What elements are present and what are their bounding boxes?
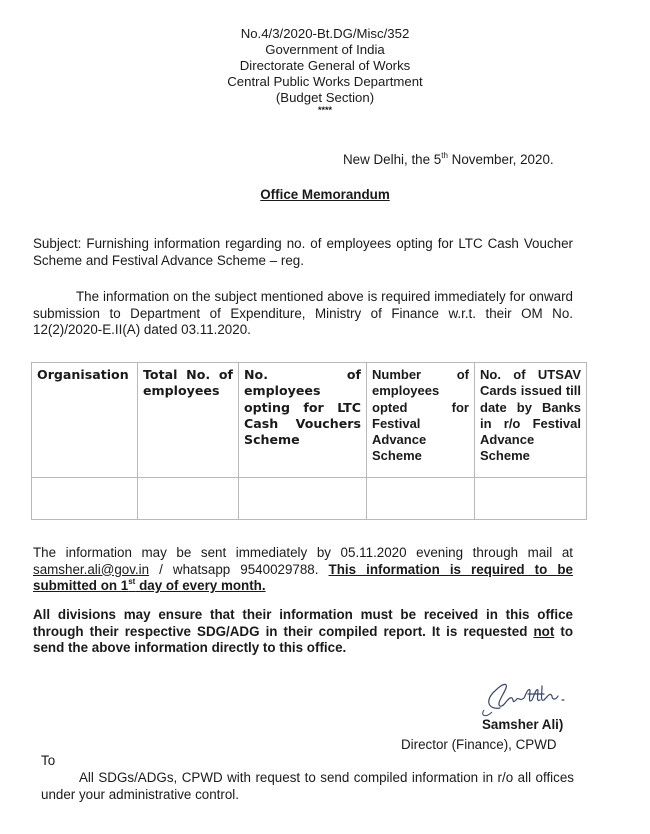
letterhead-government: Government of India <box>265 42 385 57</box>
cell-festival-advance <box>367 478 475 520</box>
instructions-text: The information may be sent immediately by 05.11.2020 evening through mail at <box>33 545 573 560</box>
divisions-instruction <box>33 607 573 657</box>
whatsapp-text: / whatsapp 9540029788. <box>149 561 329 577</box>
column-header-ltc-cash-voucher: No. of employees opting for LTC Cash Vouchers Scheme <box>239 363 367 478</box>
place-date <box>343 152 554 167</box>
divisions-not-emphasis: not <box>533 623 555 639</box>
addressee-text <box>41 770 574 803</box>
date-ordinal: th <box>441 150 448 160</box>
submission-instructions <box>33 545 573 595</box>
divisions-text-end: to send the above information directly to this office. <box>33 623 573 655</box>
letterhead-directorate: Directorate General of Works <box>239 58 411 73</box>
column-header-total-employees: Total No. of employees <box>138 363 239 478</box>
reference-number: No.4/3/2020-Bt.DG/Misc/352 <box>240 26 410 41</box>
document-title: Office Memorandum <box>260 187 390 202</box>
cell-utsav-cards <box>475 478 587 520</box>
information-table <box>31 362 587 520</box>
column-header-organisation: Organisation <box>32 363 138 478</box>
date-prefix: New Delhi, the 5 <box>343 152 442 167</box>
requirement-ordinal: st <box>128 576 136 586</box>
letterhead <box>0 26 650 114</box>
cell-total-employees <box>138 478 239 520</box>
table-header-row <box>32 363 587 478</box>
subject-paragraph <box>33 236 573 269</box>
addressee-label: To <box>41 753 56 768</box>
letterhead-department: Central Public Works Department <box>227 74 423 89</box>
cell-ltc-cash-voucher <box>239 478 367 520</box>
cell-organisation <box>32 478 138 520</box>
email-link[interactable]: samsher.ali@gov.in <box>33 561 150 577</box>
requirement-text: This information is required to be submitted on 1 <box>33 561 573 593</box>
info-paragraph <box>33 289 573 339</box>
header-separator: **** <box>317 105 332 115</box>
requirement-text-end: day of every month. <box>135 578 266 593</box>
divisions-text: All divisions may ensure that their information must be received in this office through their respective SDG/ADG in their compiled report. It is requested <box>33 607 573 639</box>
table-row <box>32 478 587 520</box>
subject-label: Subject: <box>33 236 82 251</box>
signatory-designation: Director (Finance), CPWD <box>401 737 557 752</box>
signature-icon <box>478 678 578 718</box>
subject-text: Furnishing information regarding no. of employees opting for LTC Cash Voucher Scheme and Festival Advance Scheme – reg. <box>33 236 573 268</box>
signatory-name: Samsher Ali) <box>482 717 564 732</box>
column-header-festival-advance: Number of employees opted for Festival Advance Scheme <box>367 363 475 478</box>
info-text: The information on the subject mentioned above is required immediately for onward submission to Department of Expenditure, Ministry of Finance w.r.t. their OM No. 12(2)/2020-E.II(A) dated 03.11.2020. <box>33 289 573 337</box>
letterhead-section: (Budget Section) <box>275 90 375 105</box>
addressee-body: All SDGs/ADGs, CPWD with request to send compiled information in r/o all offices under your administrative control. <box>41 770 574 802</box>
date-suffix: November, 2020. <box>447 152 554 167</box>
column-header-utsav-cards: No. of UTSAV Cards issued till date by Banks in r/o Festival Advance Scheme <box>475 363 587 478</box>
